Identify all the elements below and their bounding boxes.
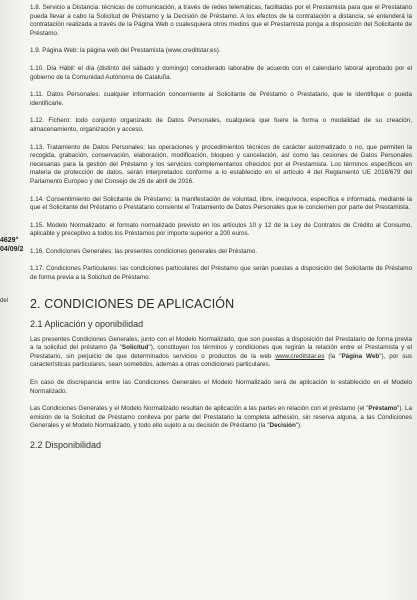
text-run: "), por sus características particulares, sean sometidos, además a otras condiciones particulares.	[30, 352, 413, 369]
definition-1-16: 1.16. Condiciones Generales: las presentes condiciones generales del Préstamo.	[30, 247, 258, 255]
section-2-1-paragraph-1	[30, 336, 412, 370]
text-run: Las Condiciones Generales y el Modelo Normalizado resultan de aplicación a las partes en relación con el préstamo (el "	[30, 405, 369, 413]
definition-1-15: 1.15. Modelo Normalizado: el formato normalizado previsto en los artículos 10 y 12 de la Ley de Contratos de Crédito al Consumo, aplicable y preceptivo a todos los Préstamos por importe superior a 200 euros.	[30, 221, 412, 238]
side-stamp-line-2: 04/09/2	[0, 246, 24, 253]
section-2-1-heading: 2.1 Aplicación y oponibilidad	[30, 318, 144, 329]
definition-1-11: 1.11. Datos Personales: cualquier información concerniente al Solicitante de Préstamo o Prestatario, que le identifique o pueda identificarle.	[30, 91, 412, 107]
side-stamp-line-1: 4629°	[0, 237, 19, 244]
definition-1-14: 1.14. Consentimiento del Solicitante de Préstamo: la manifestación de voluntad, libre, inequívoca, específica e informada, mediante la que el Solicitante del Préstamo o Prestatario consiente el Tratamiento de Datos Personales que le conciernen por parte del Prestamista.	[30, 195, 412, 212]
website-link[interactable]: www.creditstar.es	[275, 352, 325, 360]
defined-term-prestamo: Préstamo	[368, 405, 398, 413]
definition-1-10: 1.10. Día Hábil: el día (distinto del sábado y domingo) considerado laborable de acuerdo con el calendario laboral aprobado por el gobierno de la Comunidad Autónoma de Cataluña.	[30, 64, 412, 81]
text-run: ").	[295, 422, 302, 430]
definition-1-9: 1.9. Página Web: la página web del Prestamista (www.creditstar.es).	[30, 47, 221, 55]
text-run: "), constituyen los términos y condiciones que regirán la relación entre el Prestamista y el Prestatario, sin perjuicio de que determinados servicios o productos de la web	[30, 344, 412, 360]
text-run: (la "	[324, 352, 342, 360]
side-stamp	[0, 236, 23, 254]
definition-1-17: 1.17. Condiciones Particulares: las condiciones particulares del Préstamo que serán puestas a disposición del Solicitante de Préstamo de forma previa a la Solicitud de Préstamo.	[30, 265, 412, 282]
text-run: "). La emisión de la Solicitud de Préstamo conlleva por parte del Prestatario la completa adhesión, sin reserva alguna, a las Condiciones Generales y el Modelo Normalizado, y todo ello sujeto a su decisión de Préstamo (la "	[30, 405, 412, 430]
definition-1-12: 1.12. Fichero: todo conjunto organizado de Datos Personales, cualquiera que fuere la forma o modalidad de su creación, almacenamiento, organización y acceso.	[30, 117, 412, 133]
section-2-heading: 2. CONDICIONES DE APLICACIÓN	[30, 296, 235, 311]
section-2-2-heading: 2.2 Disponibilidad	[30, 440, 102, 450]
document-body	[30, 4, 412, 457]
defined-term-pagina-web: Página Web	[341, 352, 380, 360]
definition-1-8: 1.8. Servicio a Distancia: técnicas de comunicación, a través de redes telemáticas, facilitadas por el Prestamista para que el Prestatario pueda llevar a cabo la Solicitud de Préstamo y la Decisión de Préstamo. A los efectos de la contratación a distancia, se entenderá la contratación realizada a través de la Página Web o cualesquiera otros medios que el Prestamista ponga a disposición del Solicitante de Préstamo.	[30, 4, 412, 37]
definition-1-13: 1.13. Tratamiento de Datos Personales: las operaciones y procedimientos técnicos de carácter automatizado o no, que permiten la recogida, grabación, conservación, elaboración, modificación, bloqueo y cancelación, así como las cesiones de Datos Personales necesarias para la gestión del Préstamo y los servicios complementarios ofrecidos por el Prestamista. Los términos específicos en materia de protección de datos, serán interpretados conforme a lo establecido en el artículo 4 del Reglamento UE 2016/679 del Parlamento Europeo y del Consejo de 26 de abril de 2016.	[30, 143, 412, 185]
text-run: Las presentes Condiciones Generales, junto con el Modelo Normalizado, que son puestas a disposición del Prestatario de forma previa a la solicitud del préstamo (la "	[30, 335, 412, 352]
defined-term-decision: Decisión	[269, 422, 296, 430]
side-margin-text: del	[0, 298, 9, 304]
section-2-1-paragraph-3	[30, 405, 412, 431]
defined-term-solicitud: Solicitud	[121, 344, 149, 352]
section-2-1-paragraph-2: En caso de discrepancia entre las Condiciones Generales el Modelo Normalizado será de aplicación lo establecido en el Modelo Normalizado.	[30, 379, 412, 395]
